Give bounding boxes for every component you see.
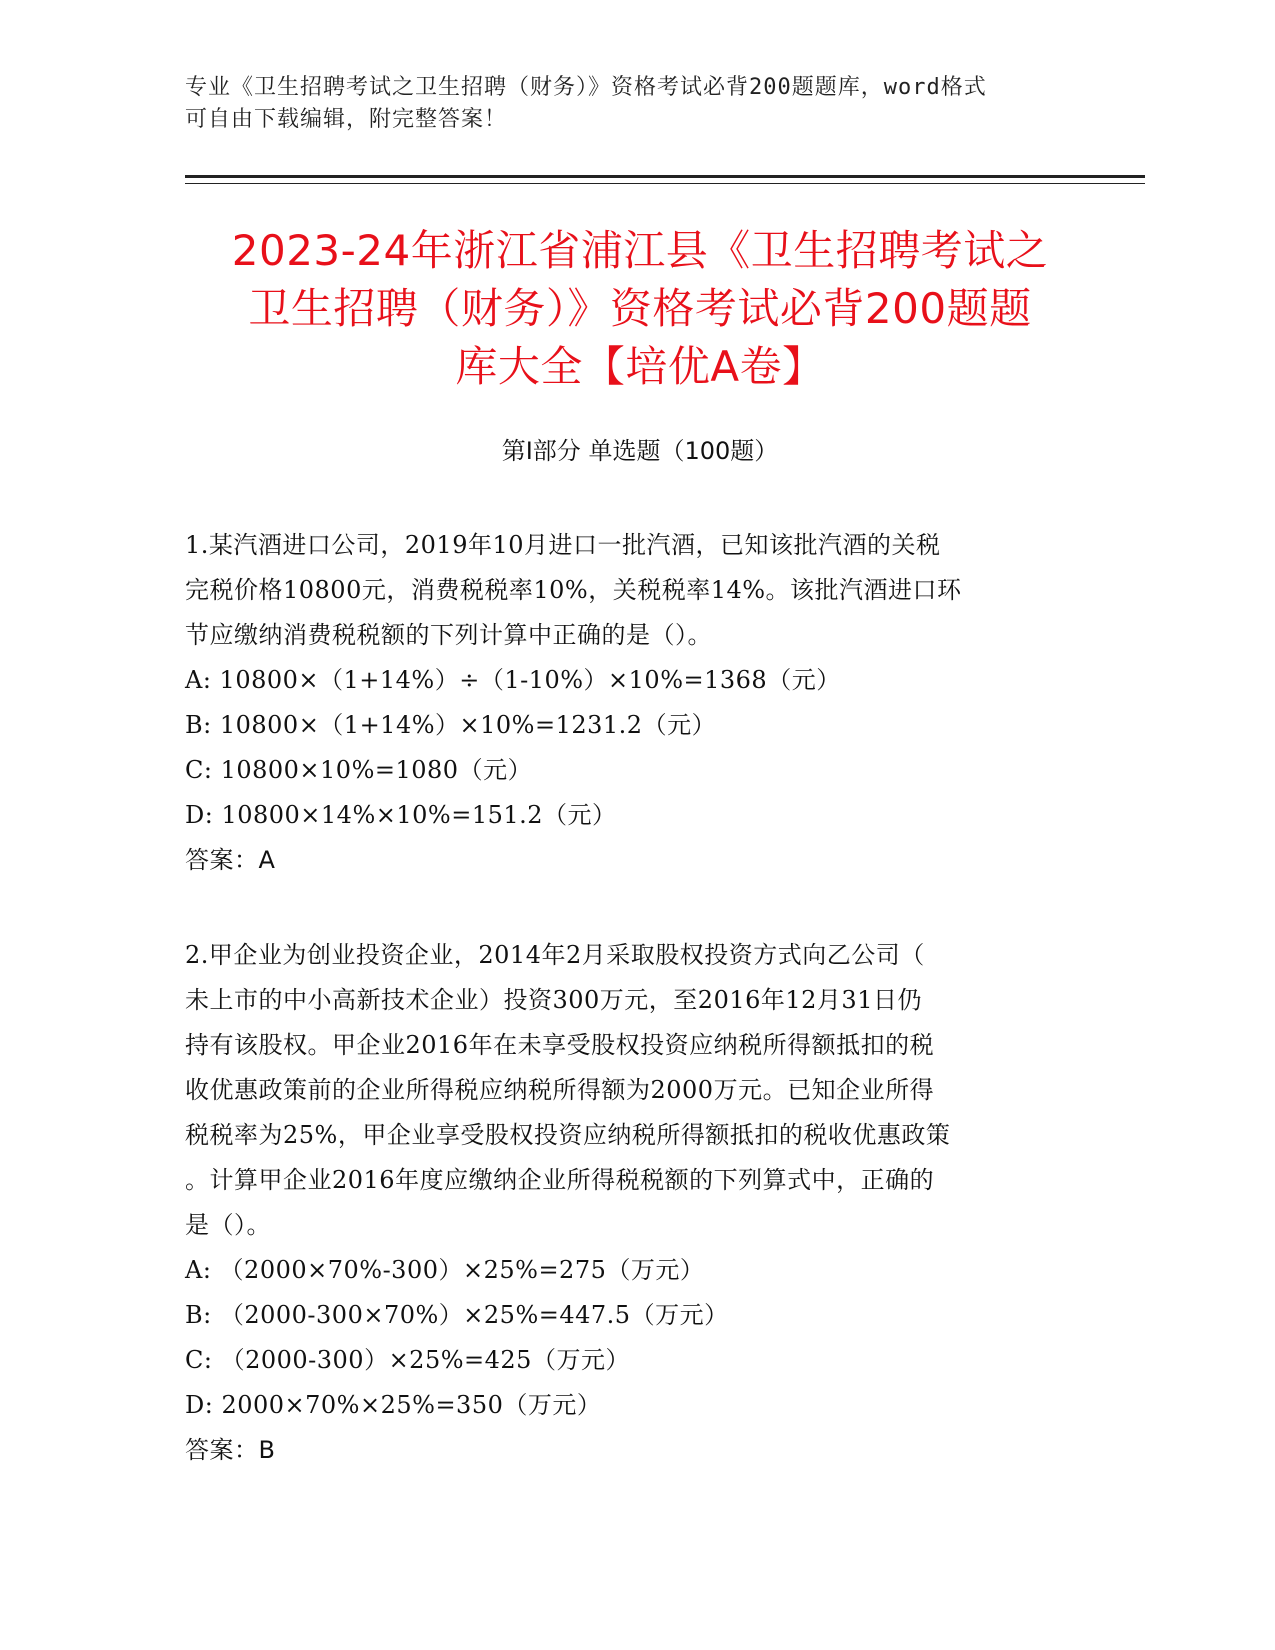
- intro-line-1: 专业《卫生招聘考试之卫生招聘（财务）》资格考试必背200题题库，word格式: [185, 75, 987, 100]
- intro-text: [185, 72, 1065, 136]
- title-line-3: 库大全【培优A卷】: [455, 342, 825, 391]
- header-divider-thin: [185, 183, 1145, 184]
- question-2-line-1: 2.甲企业为创业投资企业，2014年2月采取股权投资方式向乙公司（: [185, 941, 925, 969]
- document-title: [185, 222, 1095, 396]
- question-2-line-4: 收优惠政策前的企业所得税应纳税所得额为2000万元。已知企业所得: [185, 1076, 935, 1104]
- question-2-option-b: B: （2000-300×70%）×25%=447.5（万元）: [185, 1301, 729, 1329]
- header-divider-thick: [185, 175, 1145, 178]
- question-2-line-7: 是（）。: [185, 1211, 271, 1239]
- question-2-option-a: A: （2000×70%-300）×25%=275（万元）: [185, 1256, 705, 1284]
- question-2-line-6: 。计算甲企业2016年度应缴纳企业所得税税额的下列算式中，正确的: [185, 1166, 935, 1194]
- title-line-1: 2023-24年浙江省浦江县《卫生招聘考试之: [231, 226, 1049, 275]
- question-1-line-2: 完税价格10800元，消费税税率10%，关税税率14%。该批汽酒进口环: [185, 576, 962, 604]
- question-2-line-2: 未上市的中小高新技术企业）投资300万元，至2016年12月31日仍: [185, 986, 922, 1014]
- section-heading: 第Ⅰ部分 单选题（100题）: [501, 437, 779, 465]
- question-2-answer: 答案：B: [185, 1436, 276, 1464]
- question-1-option-d: D: 10800×14%×10%=151.2（元）: [185, 801, 617, 829]
- title-line-2: 卫生招聘（财务）》资格考试必背200题题: [248, 284, 1032, 333]
- question-1-option-c: C: 10800×10%=1080（元）: [185, 756, 533, 784]
- question-1-line-1: 1.某汽酒进口公司，2019年10月进口一批汽酒，已知该批汽酒的关税: [185, 531, 941, 559]
- question-2-line-3: 持有该股权。甲企业2016年在未享受股权投资应纳税所得额抵扣的税: [185, 1031, 935, 1059]
- question-1-option-b: B: 10800×（1+14%）×10%=1231.2（元）: [185, 711, 717, 739]
- question-1-option-a: A: 10800×（1+14%）÷（1-10%）×10%=1368（元）: [185, 666, 841, 694]
- question-1-line-3: 节应缴纳消费税税额的下列计算中正确的是（）。: [185, 621, 712, 649]
- question-2-option-d: D: 2000×70%×25%=350（万元）: [185, 1391, 602, 1419]
- question-2-option-c: C: （2000-300）×25%=425（万元）: [185, 1346, 630, 1374]
- intro-line-2: 可自由下载编辑，附完整答案！: [185, 107, 508, 132]
- question-1: [185, 523, 1075, 883]
- question-2: [185, 933, 1075, 1473]
- question-1-answer: 答案：A: [185, 846, 276, 874]
- question-2-line-5: 税税率为25%，甲企业享受股权投资应纳税所得额抵扣的税收优惠政策: [185, 1121, 951, 1149]
